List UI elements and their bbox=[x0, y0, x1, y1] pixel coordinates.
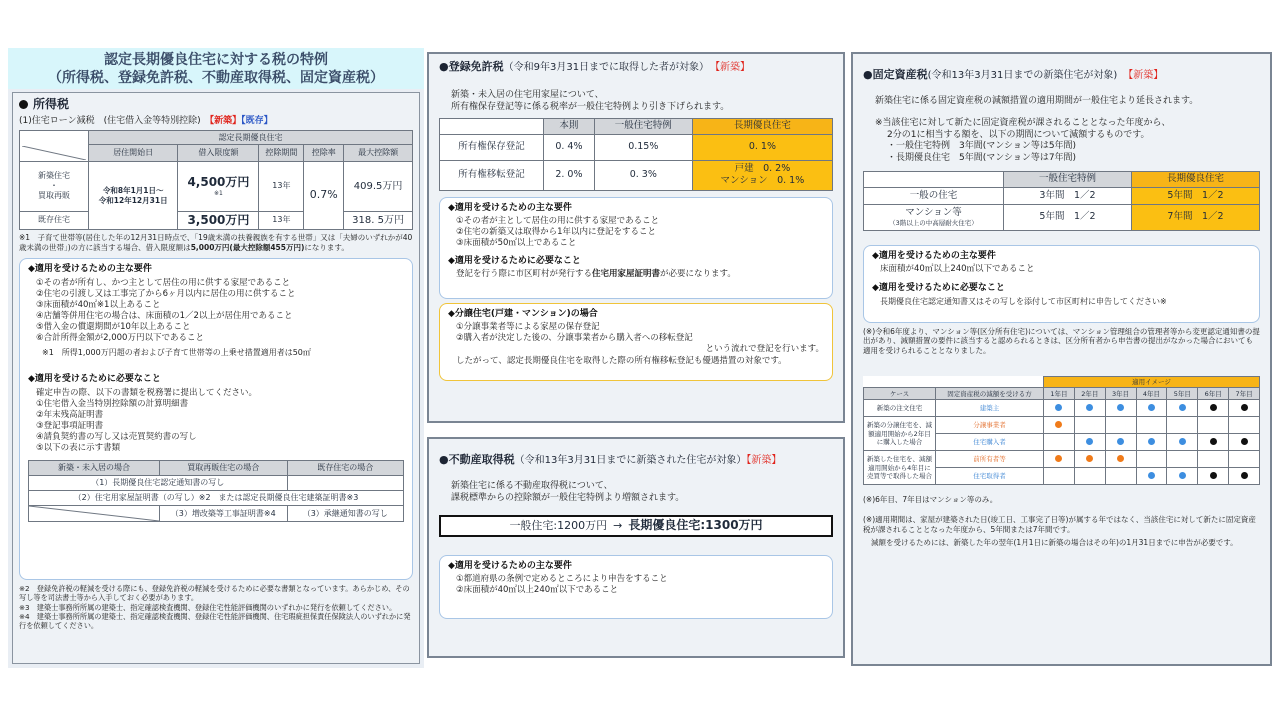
income-tax-heading: 所得税 bbox=[19, 97, 413, 113]
property-foot-1: (※)6年目、7年目はマンション等のみ。 bbox=[863, 495, 998, 505]
year-cell bbox=[1044, 451, 1075, 468]
cell-transfer-base: 2. 0% bbox=[544, 160, 595, 190]
req-item: ①その者が所有し、かつ主として居住の用に供する家屋であること bbox=[36, 277, 291, 288]
cell-transfer-long-life: 戸建 0. 2% マンション 0. 1% bbox=[692, 160, 832, 190]
cell-period: 令和8年1月1日～ 令和12年12月31日 bbox=[89, 161, 178, 230]
year-cell bbox=[1198, 451, 1229, 468]
year-cell bbox=[1198, 434, 1229, 451]
req-item: ②床面積が40㎡以上240㎡以下であること bbox=[456, 585, 619, 596]
img-who-developer: 分譲事業者 bbox=[936, 417, 1044, 434]
arrow-right-icon: → bbox=[613, 518, 623, 532]
year-cell bbox=[1074, 451, 1105, 468]
status-dot-icon bbox=[1117, 455, 1124, 462]
req-item: ④店舗等併用住宅の場合は、床面積の1／2以上が居住用であること bbox=[36, 310, 293, 321]
table-group-header: 認定長期優良住宅 bbox=[89, 131, 413, 145]
year-cell bbox=[1167, 417, 1198, 434]
cell-general-house-long-life: 5年間 1／2 bbox=[1132, 187, 1260, 204]
year-cell bbox=[1229, 468, 1260, 485]
table-corner bbox=[440, 118, 544, 134]
property-tax-panel bbox=[851, 52, 1272, 666]
col-header-start-date: 居住開始日 bbox=[89, 145, 178, 162]
year-cell bbox=[1044, 468, 1075, 485]
year-cell bbox=[1136, 451, 1167, 468]
cell-transfer-general: 0. 3% bbox=[594, 160, 692, 190]
row-label-existing: 既存住宅 bbox=[20, 211, 89, 230]
year-cell bbox=[1198, 400, 1229, 417]
col-header-max: 最大控除額 bbox=[344, 145, 413, 162]
year-cell bbox=[1136, 468, 1167, 485]
img-col-year: 6年目 bbox=[1198, 388, 1229, 400]
img-case-3: 新築した住宅を、減額適用開始から4年目に売買等で取得した場合 bbox=[864, 451, 936, 485]
main-title: 認定長期優良住宅に対する税の特例 bbox=[104, 52, 328, 68]
req-item: ①都道府県の条例で定めるところにより申告をすること bbox=[456, 574, 668, 585]
main-title-band bbox=[8, 48, 424, 89]
property-note-5: (※)令和6年度より、マンション等(区分所有住宅)については、マンション管理組合の管理者等から変更認定通知書の提出があり、減額措置の要件に該当すると認められるときは、区分所有者から申告書の提出がなかった場合においても適用を受けられることとなりました。 bbox=[863, 326, 1260, 356]
acquisition-tax-panel bbox=[427, 437, 845, 658]
col-header-long-life: 長期優良住宅 bbox=[692, 118, 832, 134]
img-who-acquirer: 住宅取得者 bbox=[936, 468, 1044, 485]
status-dot-icon bbox=[1241, 404, 1248, 411]
status-dot-icon bbox=[1179, 472, 1186, 479]
status-dot-icon bbox=[1086, 455, 1093, 462]
need-title: ◆適用を受けるために必要なこと bbox=[872, 283, 1005, 294]
status-dot-icon bbox=[1148, 404, 1155, 411]
img-who-previous-owner: 前所有者等 bbox=[936, 451, 1044, 468]
acquisition-requirements-box bbox=[439, 555, 833, 619]
year-cell bbox=[1136, 434, 1167, 451]
image-title: 適用イメージ bbox=[1044, 376, 1260, 387]
year-cell bbox=[1229, 451, 1260, 468]
status-dot-icon bbox=[1179, 404, 1186, 411]
need-item: ①住宅借入金当特別控除額の計算明細書 bbox=[36, 398, 189, 409]
table-corner bbox=[20, 131, 89, 145]
property-intro: 新築住宅に係る固定資産税の減額措置の適用期間が一般住宅より延長されます。 bbox=[875, 96, 1199, 107]
img-case-1: 新築の注文住宅 bbox=[864, 400, 936, 417]
registration-tax-heading: ●登録免許税（令和9年3月31日までに取得した者が対象） 【新築】 bbox=[439, 60, 751, 73]
row-label-general-house: 一般の住宅 bbox=[864, 187, 1004, 204]
img-col-who: 固定資産税の減額を受ける方 bbox=[936, 388, 1044, 400]
cell-max-new: 409.5万円 bbox=[344, 161, 413, 211]
div-item: ①分譲事業者等による家屋の保存登記 bbox=[456, 322, 600, 333]
img-who-builder: 建築主 bbox=[936, 400, 1044, 417]
need-title: ◆適用を受けるために必要なこと bbox=[28, 374, 161, 385]
req-title: ◆適用を受けるための主な要件 bbox=[28, 263, 152, 274]
need-text: 長期優良住宅認定通知書又はその写しを添付して市区町村に申告してください※ bbox=[880, 297, 1167, 307]
need-intro: 確定申告の際、以下の書類を税務署に提出してください。 bbox=[36, 387, 258, 398]
table-corner-diagonal bbox=[20, 145, 89, 162]
year-cell bbox=[1167, 468, 1198, 485]
year-cell bbox=[1229, 400, 1260, 417]
doc-row-3a: （3）増改築等工事証明書※4 bbox=[160, 506, 288, 522]
year-cell bbox=[1167, 451, 1198, 468]
registration-requirements-box bbox=[439, 197, 833, 299]
cell-preservation-general: 0.15% bbox=[594, 134, 692, 160]
req-item: ②住宅の引渡し又は工事完了から6ヶ月以内に居住の用に供すること bbox=[36, 288, 296, 299]
req-title: ◆適用を受けるための主な要件 bbox=[448, 560, 572, 571]
cell-preservation-base: 0. 4% bbox=[544, 134, 595, 160]
registration-rate-table bbox=[439, 118, 833, 191]
img-col-case: ケース bbox=[864, 388, 936, 400]
status-dot-icon bbox=[1055, 421, 1062, 428]
year-cell bbox=[1229, 434, 1260, 451]
status-dot-icon bbox=[1086, 404, 1093, 411]
status-dot-icon bbox=[1241, 438, 1248, 445]
existing-tag: 【既存】 bbox=[241, 115, 273, 126]
year-cell bbox=[1044, 417, 1075, 434]
cell-max-existing: 318. 5万円 bbox=[344, 211, 413, 230]
col-header-base: 本則 bbox=[544, 118, 595, 134]
status-dot-icon bbox=[1117, 404, 1124, 411]
doc-row-1: （1）長期優良住宅認定通知書の写し bbox=[29, 476, 288, 491]
status-dot-icon bbox=[1148, 472, 1155, 479]
year-cell bbox=[1105, 400, 1136, 417]
acquisition-intro: 新築住宅に係る不動産取得税について、 課税標準からの控除額が一般住宅特例より増額されます。 bbox=[451, 481, 685, 503]
note-1: ※1 子育て世帯等(居住した年の12月31日時点で、「19歳未満の扶養親族を有する世帯」又は「夫婦のいずれかが40歳未満の世帯」)の方に該当する場合、借入限度額は5,000万円(最大控除額455万円)になります。 bbox=[19, 233, 413, 253]
new-tag: 【新築】 bbox=[746, 455, 782, 466]
row-label-preservation: 所有権保存登記 bbox=[440, 134, 544, 160]
property-foot-2: (※)適用期間は、家屋が建築された日(竣工日、工事完了日等)が属する年ではなく、当該住宅に対して新たに固定資産税が課されることとなった年度から、5年間または7年間です。 bbox=[863, 515, 1256, 534]
acquisition-tax-heading: ●不動産取得税（令和13年3月31日までに新築された住宅が対象）【新築】 bbox=[439, 453, 782, 466]
status-dot-icon bbox=[1179, 438, 1186, 445]
bullet-icon bbox=[19, 100, 28, 109]
documents-table bbox=[28, 460, 404, 522]
status-dot-icon bbox=[1241, 472, 1248, 479]
req-title: ◆適用を受けるための主な要件 bbox=[448, 202, 572, 213]
col-header-general: 一般住宅特例 bbox=[1004, 171, 1132, 187]
footnote-2: ※2 登録免許税の軽減を受ける際にも、登録免許税の軽減を受けるために必要な書類となっています。あらかじめ、その写し等を司法書士等から入手しておく必要があります。 bbox=[19, 583, 410, 603]
cell-general-house-general: 3年間 1／2 bbox=[1004, 187, 1132, 204]
property-reduction-table bbox=[863, 171, 1260, 231]
doc-header-existing: 既存住宅の場合 bbox=[287, 461, 404, 476]
year-cell bbox=[1074, 400, 1105, 417]
doc-row-3b: （3）承継通知書の写し bbox=[287, 506, 404, 522]
mortgage-deduction-table bbox=[19, 130, 413, 230]
property-tax-heading: ●固定資産税(令和13年3月31日までの新築住宅が対象) 【新築】 bbox=[863, 68, 1164, 81]
col-header-period: 控除期間 bbox=[259, 145, 304, 162]
year-cell bbox=[1229, 417, 1260, 434]
table-corner bbox=[864, 376, 1044, 387]
cell-rate: 0.7% bbox=[304, 161, 344, 230]
div-item: ②購入者が決定した後の、分譲事業者から購入者への移転登記 bbox=[456, 333, 693, 344]
table-corner bbox=[864, 171, 1004, 187]
year-cell bbox=[1198, 468, 1229, 485]
year-cell bbox=[1044, 434, 1075, 451]
img-case-2: 新築の分譲住宅を、減額適用開始から2年目に購入した場合 bbox=[864, 417, 936, 451]
status-dot-icon bbox=[1210, 438, 1217, 445]
income-tax-panel bbox=[8, 48, 424, 668]
img-col-year: 3年目 bbox=[1105, 388, 1136, 400]
year-cell bbox=[1136, 417, 1167, 434]
year-cell bbox=[1074, 434, 1105, 451]
status-dot-icon bbox=[1117, 438, 1124, 445]
application-image-table bbox=[863, 376, 1260, 485]
req-item: ①その者が主として居住の用に供する家屋であること bbox=[456, 216, 660, 227]
property-notes: ※当該住宅に対して新たに固定資産税が課されることとなった年度から、 2分の1に相当する額を、以下の期間について減額するものです。 ・一般住宅特例 3年間(マンション等は5年間) ・長期優良住宅 5年間(マンション等は7年間) bbox=[875, 117, 1171, 164]
doc-empty-cell bbox=[287, 476, 404, 491]
req-item: ③床面積が50㎡以上であること bbox=[456, 238, 577, 249]
main-subtitle: （所得税、登録免許税、不動産取得税、固定資産税） bbox=[48, 70, 384, 87]
diagonal-line-icon bbox=[29, 506, 159, 521]
div-title: ◆分譲住宅(戸建・マンション)の場合 bbox=[448, 308, 598, 319]
footnotes bbox=[19, 584, 413, 631]
doc-header-new: 新築・未入居の場合 bbox=[29, 461, 160, 476]
need-title: ◆適用を受けるために必要なこと bbox=[448, 255, 581, 266]
div-item: したがって、認定長期優良住宅を取得した際の所有権移転登記も優遇措置の対象です。 bbox=[456, 355, 787, 366]
status-dot-icon bbox=[1086, 438, 1093, 445]
req-note: ※1 所得1,000万円超の者および子育て世帯等の上乗せ措置適用者は50㎡ bbox=[42, 347, 311, 357]
doc-row-2: （2）住宅用家屋証明書（の写し）※2 または認定長期優良住宅建築証明書※3 bbox=[29, 491, 404, 506]
img-col-year: 7年目 bbox=[1229, 388, 1260, 400]
amount-general: 一般住宅:1200万円 bbox=[509, 518, 608, 532]
col-header-limit: 借入限度額 bbox=[178, 145, 259, 162]
img-col-year: 5年目 bbox=[1167, 388, 1198, 400]
amount-long-life: 長期優良住宅:1300万円 bbox=[628, 517, 763, 532]
status-dot-icon bbox=[1210, 472, 1217, 479]
req-title: ◆適用を受けるための主な要件 bbox=[872, 250, 996, 261]
property-foot-3: 減額を受けるためには、新築した年の翌年(1月1日に新築の場合はその年)の1月31日までに申告が必要です。 bbox=[871, 537, 1238, 547]
new-tag: 【新築】 bbox=[209, 115, 242, 126]
cell-years-existing: 13年 bbox=[259, 211, 304, 230]
new-tag: 【新築】 bbox=[1128, 70, 1164, 81]
year-cell bbox=[1044, 400, 1075, 417]
status-dot-icon bbox=[1210, 404, 1217, 411]
need-item: ③登記事項証明書 bbox=[36, 421, 104, 432]
status-dot-icon bbox=[1055, 404, 1062, 411]
img-col-year: 2年目 bbox=[1074, 388, 1105, 400]
status-dot-icon bbox=[1055, 455, 1062, 462]
year-cell bbox=[1167, 400, 1198, 417]
need-item: ⑤以下の表に示す書類 bbox=[36, 443, 121, 454]
col-header-long-life: 長期優良住宅 bbox=[1132, 171, 1260, 187]
req-item: ⑤借入金の償還期間が10年以上あること bbox=[36, 321, 191, 332]
row-label-transfer: 所有権移転登記 bbox=[440, 160, 544, 190]
year-cell bbox=[1136, 400, 1167, 417]
need-item: ②年末残高証明書 bbox=[36, 410, 104, 421]
need-item: ④請負契約書の写し又は売買契約書の写し bbox=[36, 432, 197, 443]
img-col-year: 4年目 bbox=[1136, 388, 1167, 400]
req-item: ③床面積が40㎡※1以上あること bbox=[36, 299, 161, 310]
registration-intro: 新築・未入居の住宅用家屋について、 所有権保存登記等に係る税率が一般住宅特例より引き下げられます。 bbox=[451, 90, 730, 112]
footnote-3: ※3 建築士事務所所属の建築士、指定確認検査機関、登録住宅性能評価機関のいずれかに発行を依頼してください。 bbox=[19, 602, 397, 612]
year-cell bbox=[1167, 434, 1198, 451]
new-tag: 【新築】 bbox=[715, 62, 751, 73]
diagonal-line-icon bbox=[22, 146, 86, 160]
doc-header-resale: 買取再販住宅の場合 bbox=[160, 461, 288, 476]
cell-limit-new: 4,500万円 ※1 bbox=[178, 161, 259, 211]
condominium-box bbox=[439, 303, 833, 381]
col-header-rate: 控除率 bbox=[304, 145, 344, 162]
property-requirements-box bbox=[863, 245, 1260, 323]
cell-preservation-long-life: 0. 1% bbox=[692, 134, 832, 160]
col-header-general: 一般住宅特例 bbox=[594, 118, 692, 134]
img-col-year: 1年目 bbox=[1044, 388, 1075, 400]
income-tax-body bbox=[12, 92, 420, 664]
year-cell bbox=[1074, 468, 1105, 485]
req-item: ②住宅の新築又は取得から1年以内に登記をすること bbox=[456, 227, 657, 238]
req-item: 床面積が40㎡以上240㎡以下であること bbox=[880, 264, 1035, 275]
need-text: 登記を行う際に市区町村が発行する住宅用家屋証明書が必要になります。 bbox=[456, 269, 736, 280]
deduction-amount-box bbox=[439, 515, 833, 537]
cell-condominium-general: 5年間 1／2 bbox=[1004, 204, 1132, 230]
row-label-new: 新築住宅 ・ 買取再販 bbox=[20, 161, 89, 211]
mortgage-deduction-heading: (1)住宅ローン減税 (住宅借入金等特別控除) 【新築】【既存】 bbox=[19, 115, 273, 126]
registration-tax-panel bbox=[427, 52, 845, 423]
div-item: という流れで登記を行います。 bbox=[705, 344, 824, 355]
year-cell bbox=[1198, 417, 1229, 434]
income-requirements-box bbox=[19, 258, 413, 580]
req-item: ⑥合計所得金額が2,000万円以下であること bbox=[36, 332, 204, 343]
row-label-condominium: マンション等 （3階以上の中高層耐火住宅） bbox=[864, 204, 1004, 230]
year-cell bbox=[1105, 434, 1136, 451]
doc-diagonal-cell bbox=[29, 506, 160, 522]
cell-condominium-long-life: 7年間 1／2 bbox=[1132, 204, 1260, 230]
status-dot-icon bbox=[1148, 438, 1155, 445]
footnote-4: ※4 建築士事務所所属の建築士、指定確認検査機関、登録住宅性能評価機関、住宅瑕疵担保責任保険法人のいずれかに発行を依頼してください。 bbox=[19, 611, 411, 631]
cell-limit-existing: 3,500万円 bbox=[178, 211, 259, 230]
year-cell bbox=[1105, 417, 1136, 434]
cell-years-new: 13年 bbox=[259, 161, 304, 211]
img-who-buyer: 住宅購入者 bbox=[936, 434, 1044, 451]
year-cell bbox=[1105, 468, 1136, 485]
year-cell bbox=[1105, 451, 1136, 468]
year-cell bbox=[1074, 417, 1105, 434]
